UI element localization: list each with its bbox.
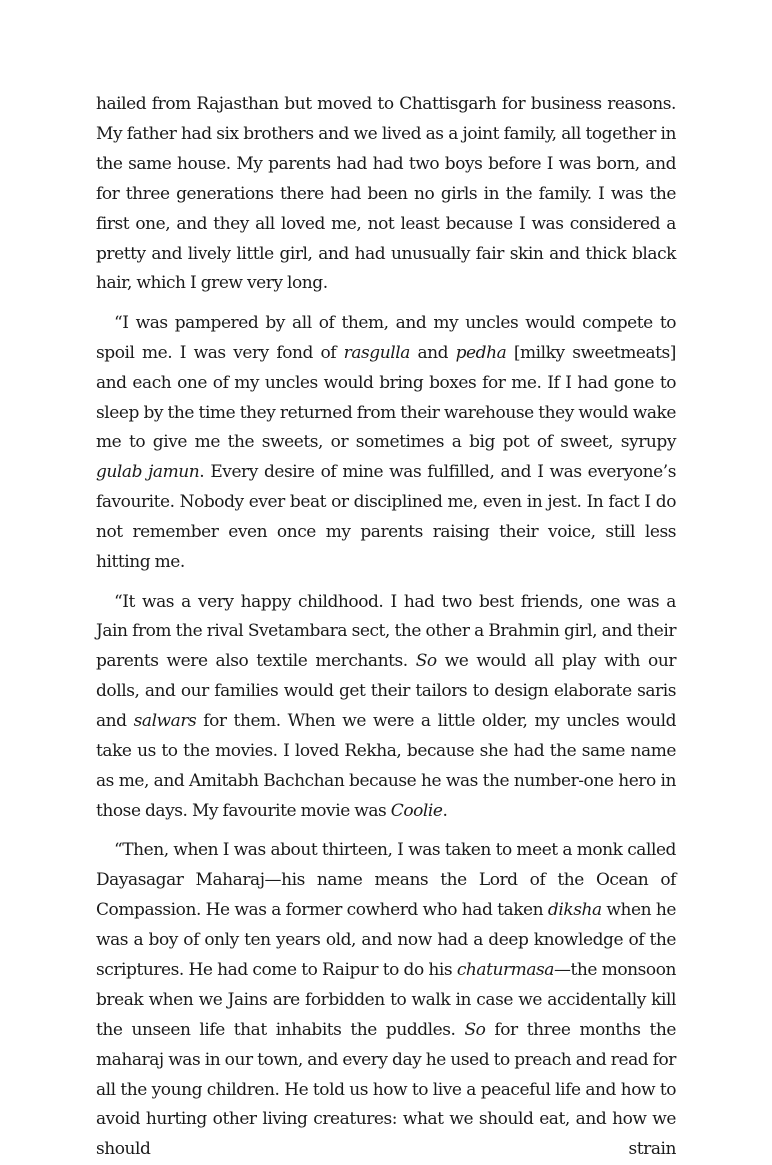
paragraph-2: [96, 309, 676, 578]
text-run: .: [442, 800, 448, 821]
italic-term: rasgulla: [343, 342, 410, 363]
text-run: we would all play with our dolls, and our families would get their tailors to design elaborate saris and: [96, 651, 676, 732]
italic-term: Coolie: [390, 800, 443, 821]
italic-term: pedha: [455, 342, 507, 363]
paragraph-4: [96, 836, 676, 1165]
italic-term: diksha: [547, 900, 602, 921]
text-run: hailed from Rajasthan but moved to Chattisgarh for business reasons. My father had six brothers and we lived as a joint family, all together in the same house. My parents had had two boys before I was born, and for three generations there had been no girls in the family. I was the first one, and they all loved me, not least because I was considered a pretty and lively little girl, and had unusually fair skin and thick black hair, which I grew very long.: [96, 94, 676, 294]
italic-term: So: [464, 1019, 486, 1040]
text-run: —the monsoon break when we Jains are forbidden to walk in case we accidentally kill the unseen life that inhabits the puddles.: [96, 959, 676, 1040]
paragraph-1: [96, 90, 676, 299]
italic-term: So: [415, 651, 437, 672]
paragraph-3: [96, 588, 676, 827]
text-run: for them. When we were a little older, my uncles would take us to the movies. I loved Rekha, because she had the same name as me, and Amitabh Bachchan because he was the number-one hero in those days. My favourite movie was: [96, 711, 677, 821]
text-run: [milky sweetmeats] and each one of my uncles would bring boxes for me. If I had gone to sleep by the time they returned from their warehouse they would wake me to give me the sweets, or sometimes a big pot of sweet, syrupy: [96, 342, 676, 453]
text-run: “I was pampered by all of them, and my uncles would compete to spoil me. I was very fond of: [96, 312, 676, 363]
italic-term: chaturmasa: [456, 959, 554, 980]
text-run: . Every desire of mine was fulfilled, and I was everyone’s favourite. Nobody ever beat or disciplined me, even in jest. In fact I do not remember even once my parents raising their voice, still less hitting me.: [96, 462, 676, 573]
text-run: when he was a boy of only ten years old, and now had a deep knowledge of the scriptures. He had come to Raipur to do his: [96, 900, 676, 980]
text-run: “It was a very happy childhood. I had two best friends, one was a Jain from the rival Svetambara sect, the other a Brahmin girl, and their parents were also textile merchants.: [96, 591, 676, 672]
italic-term: gulab jamun: [96, 462, 200, 483]
book-page: [96, 90, 676, 1165]
text-run: for three months the maharaj was in our town, and every day he used to preach and read for all the young children. He told us how to live a peaceful life and how to avoid hurting other living creatures: what we should eat, and how we should strain: [96, 1019, 677, 1160]
text-run: and: [409, 342, 456, 363]
italic-term: salwars: [133, 711, 197, 732]
text-run: “Then, when I was about thirteen, I was taken to meet a monk called Dayasagar Maharaj—his name means the Lord of the Ocean of Compassion. He was a former cowherd who had taken: [96, 840, 676, 921]
